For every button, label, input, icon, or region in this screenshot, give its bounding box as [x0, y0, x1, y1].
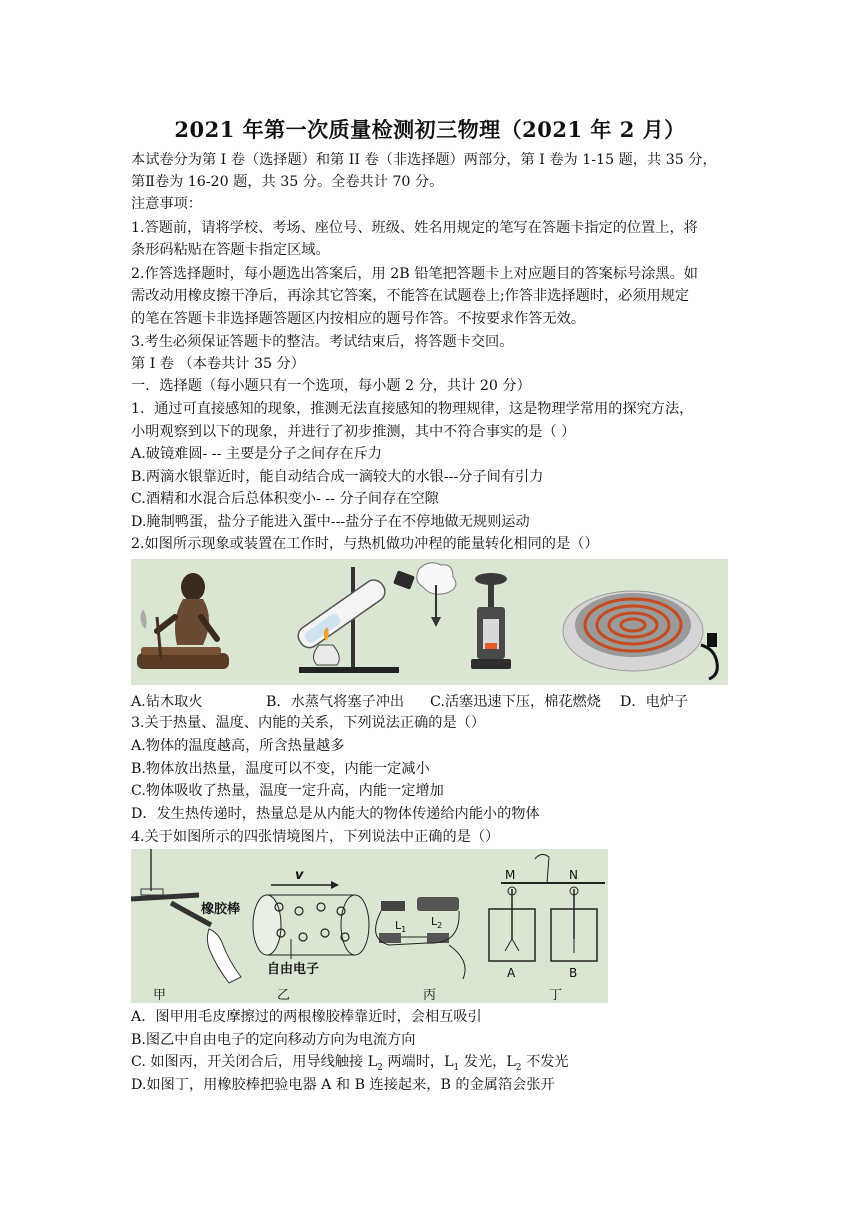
- q1-option-b: B.两滴水银靠近时，能自动结合成一滴较大的水银---分子间有引力: [131, 469, 544, 485]
- intro-line: 第Ⅱ卷为 16-20 题，共 35 分。全卷共计 70 分。: [131, 174, 444, 190]
- section-heading: 第 I 卷 （本卷共计 35 分）: [131, 356, 305, 372]
- n-label: N: [569, 868, 578, 882]
- fire-drill-illustration: [137, 573, 229, 669]
- q2-option-b: B．水蒸气将塞子冲出: [266, 694, 405, 710]
- q4-figure: [131, 849, 608, 1003]
- notice-item: 3.考生必须保证答题卡的整洁。考试结束后，将答题卡交回。: [131, 334, 514, 350]
- part-heading: 一．选择题（每小题只有一个选项，每小题 2 分，共计 20 分）: [131, 378, 531, 394]
- q4-option-c: C. 如图丙，开关闭合后，用导线触接 $L_2$ 两端时，$L_1$ 发光，$L_2$ 不发光: [131, 1054, 569, 1073]
- q4-option-a: A．图甲用毛皮摩擦过的两根橡胶棒靠近时，会相互吸引: [131, 1009, 482, 1025]
- rubber-rod-illustration: [131, 849, 241, 983]
- m-label: M: [505, 868, 516, 882]
- electrons-label: 自由电子: [267, 962, 320, 977]
- electric-stove-illustration: [563, 591, 717, 679]
- q2-option-c: C.活塞迅速下压，棉花燃烧: [430, 694, 601, 710]
- q2-option-a: A.钻木取火: [131, 694, 203, 710]
- q1-stem: 1．通过可直接感知的现象，推测无法直接感知的物理规律，这是物理学常用的探究方法，: [131, 401, 694, 417]
- q4-option-b: B.图乙中自由电子的定向移动方向为电流方向: [131, 1032, 416, 1048]
- page-title: 2021 年第一次质量检测初三物理（2021 年 2 月）: [174, 117, 686, 142]
- q4-option-d: D.如图丁，用橡胶棒把验电器 A 和 B 连接起来，B 的金属箔会张开: [131, 1077, 555, 1093]
- l1-label: $L_1$: [395, 919, 407, 934]
- notice-item: 需改动用橡皮擦干净后，再涂其它答案，不能答在试题卷上;作答非选择题时，必须用规定: [131, 288, 690, 304]
- q3-option-d: D．发生热传递时，热量总是从内能大的物体传递给内能小的物体: [131, 806, 540, 822]
- notice-item: 2.作答选择题时，每小题选出答案后，用 2B 铅笔把答题卡上对应题目的答案标号涂黑。如: [131, 266, 698, 282]
- panel-label-ding: 丁: [549, 988, 563, 1003]
- notice-item: 的笔在答题卡非选择题答题区内按相应的题号作答。不按要求作答无效。: [131, 311, 586, 327]
- q3-option-b: B.物体放出热量，温度可以不变，内能一定减小: [131, 761, 430, 777]
- l2-label: $L_2$: [431, 915, 443, 930]
- rod-label: 橡胶棒: [201, 902, 241, 917]
- q1-option-a: A.破镜难圆- -- 主要是分子之间存在斥力: [131, 446, 382, 462]
- q4-stem: 4.关于如图所示的四张情境图片，下列说法中正确的是（）: [131, 829, 500, 845]
- q2-option-d: D．电炉子: [620, 694, 689, 710]
- velocity-label: v: [295, 868, 304, 883]
- q2-figure: [131, 559, 728, 685]
- notice-heading: 注意事项：: [131, 196, 202, 212]
- q1-option-c: C.酒精和水混合后总体积变小- -- 分子间存在空隙: [131, 491, 439, 507]
- panel-label-bing: 丙: [423, 988, 437, 1003]
- q3-option-a: A.物体的温度越高，所含热量越多: [131, 738, 345, 754]
- circuit-illustration: [376, 897, 466, 979]
- q2-stem: 2.如图所示现象或装置在工作时，与热机做功冲程的能量转化相同的是（）: [131, 536, 599, 552]
- q1-stem: 小明观察到以下的现象，并进行了初步推测，其中不符合事实的是（ ）: [131, 424, 576, 440]
- panel-label-yi: 乙: [277, 988, 291, 1003]
- intro-line: 本试卷分为第 I 卷（选择题）和第 II 卷（非选择题）两部分，第 I 卷为 1-15 题，共 35 分，: [131, 152, 717, 168]
- panel-label-jia: 甲: [153, 988, 167, 1003]
- q3-stem: 3.关于热量、温度、内能的关系，下列说法正确的是（）: [131, 715, 486, 731]
- a-label: A: [507, 966, 516, 980]
- q3-option-c: C.物体吸收了热量，温度一定升高，内能一定增加: [131, 783, 444, 799]
- electroscope-illustration: [489, 854, 605, 980]
- q1-option-d: D.腌制鸭蛋，盐分子能进入蛋中---盐分子在不停地做无规则运动: [131, 514, 530, 530]
- b-label: B: [569, 966, 578, 980]
- free-electrons-illustration: [253, 868, 369, 977]
- notice-item: 条形码粘贴在答题卡指定区域。: [131, 242, 330, 258]
- notice-item: 1.答题前，请将学校、考场、座位号、班级、姓名用规定的笔写在答题卡指定的位置上，将: [131, 220, 698, 236]
- q2-options: [131, 691, 688, 711]
